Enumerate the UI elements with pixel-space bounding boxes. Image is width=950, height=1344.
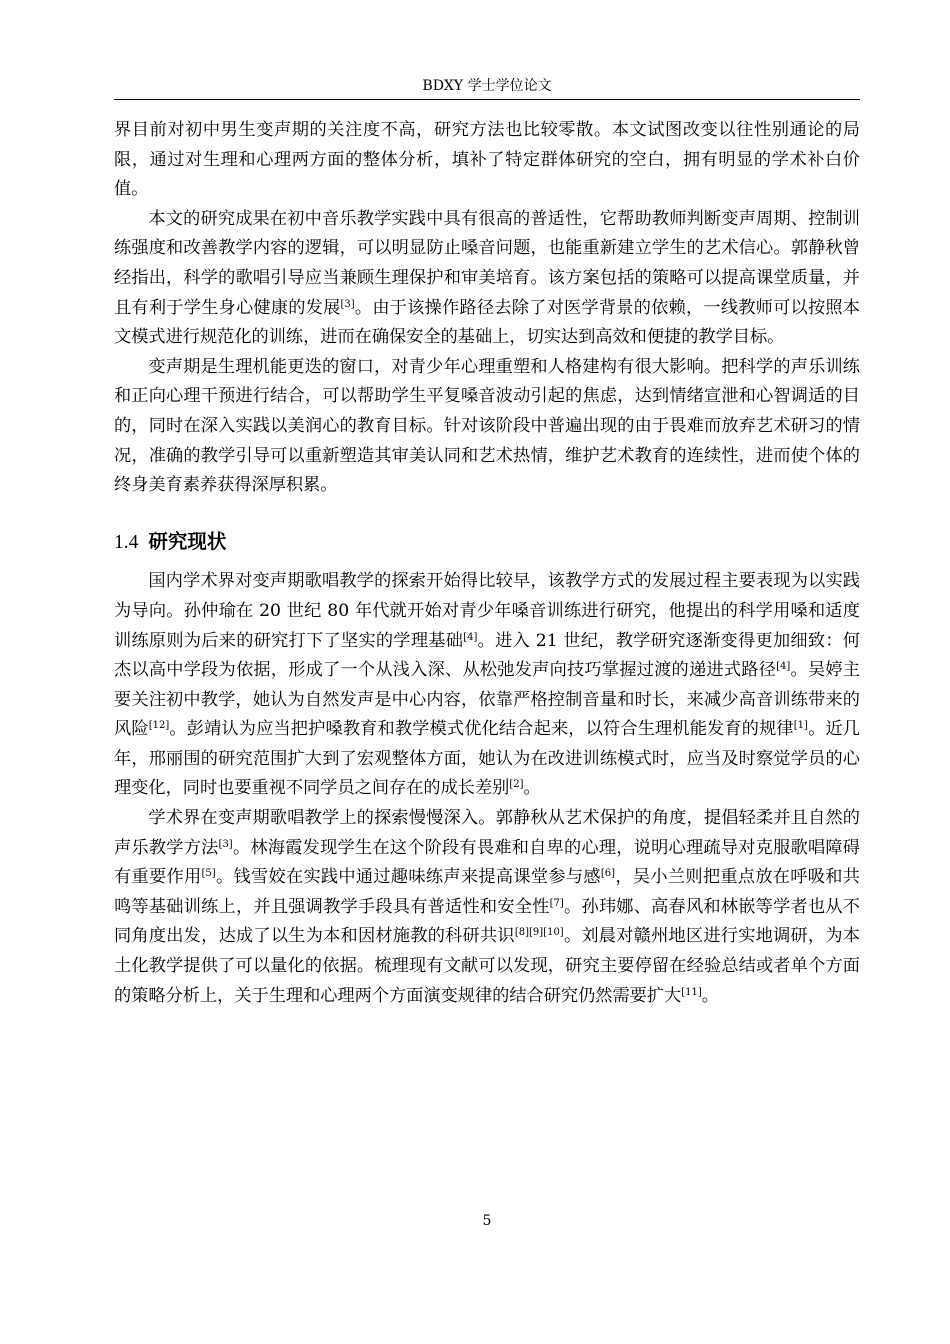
paragraph-text: 本文的研究成果在初中音乐教学实践中具有很高的普适性，它帮助教师判断变声周期、控制训练强度和改善教学内容的逻辑，可以明显防止嗓音问题，也能重新建立学生的艺术信心。郭静秋曾经指出，科学的歌唱引导应当兼顾生理保护和审美培育。该方案包括的策略可以提高课堂质量，并且有利于学生身心健康的发展	[114, 208, 860, 318]
running-header: BDXY 学士学位论文	[422, 78, 552, 94]
paragraph-text: 学术界在变声期歌唱教学上的探索慢慢深入。郭静秋从艺术保护的角度，提倡轻柔并且自然的声乐教学方法	[114, 808, 860, 858]
paragraph-text: 。近几年，邢丽围的研究范围扩大到了宏观整体方面，她认为在改进训练模式时，应当及时察觉学员的心理变化，同时也要重视不同学员之间存在的成长差别	[114, 719, 860, 799]
citation-marker: [12]	[148, 720, 170, 732]
paragraph	[114, 205, 860, 353]
header-rule	[114, 99, 860, 100]
citation-marker: [6]	[600, 868, 616, 880]
paragraph-text: 变声期是生理机能更迭的窗口，对青少年心理重塑和人格建构有很大影响。把科学的声乐训练和正向心理干预进行结合，可以帮助学生平复嗓音波动引起的焦虑，达到情绪宣泄和心智调适的目的，同时在深入实践以美润心的教育目标。针对该阶段中普遍出现的由于畏难而放弃艺术研习的情况，准确的教学引导可以重新塑造其审美认同和艺术热情，维护艺术教育的连续性，进而使个体的终身美育素养获得深厚积累。	[114, 356, 860, 496]
paragraph	[114, 353, 860, 501]
paragraphs-before	[114, 116, 860, 501]
paragraph-text: 国内学术界对变声期歌唱教学的探索开始得比较早，该教学方式的发展过程主要表现为以实践为导向。孙仲瑜在 20 世纪 80 年代就开始对青少年嗓音训练进行研究，他提出的科学用嗓和适度训练原则为后来的研究打下了坚实的学理基础	[114, 571, 860, 651]
paragraph-text: 。彭靖认为应当把护嗓教育和教学模式优化结合起来，以符合生理机能发育的规律	[169, 719, 794, 740]
citation-marker: [8][9][10]	[514, 927, 564, 939]
paragraph-text: 。刘晨对赣州地区进行实地调研，为本土化教学提供了可以量化的依据。梳理现有文献可以发现，研究主要停留在经验总结或者单个方面的策略分析上，关于生理和心理两个方面演变规律的结合研究仍然需要扩大	[114, 926, 860, 1006]
paragraph-text: 。	[523, 778, 541, 799]
citation-marker: [3]	[218, 838, 233, 850]
paragraph-text: 。林海霞发现学生在这个阶段有畏难和自卑的心理，说明心理疏导对克服歌唱障碍有重要作用	[114, 837, 860, 888]
paragraph-text: 。由于该操作路径去除了对医学背景的依赖，一线教师可以按照本文模式进行规范化的训练，进而在确保安全的基础上，切实达到高效和便捷的教学目标。	[114, 297, 860, 348]
body-text	[114, 116, 860, 1011]
paragraph-text: 。吴婷主要关注初中教学，她认为自然发声是中心内容，依靠严格控制音量和时长，来减少高音训练带来的风险	[114, 660, 860, 740]
page-number: 5	[482, 1213, 492, 1229]
citation-marker: [11]	[681, 986, 702, 998]
paragraphs-after	[114, 567, 860, 1011]
paragraph-text: 界目前对初中男生变声期的关注度不高，研究方法也比较零散。本文试图改变以往性别通论的局限，通过对生理和心理两方面的整体分析，填补了特定群体研究的空白，拥有明显的学术补白价值。	[114, 120, 860, 200]
paragraph	[114, 567, 860, 804]
paragraph	[114, 116, 860, 205]
citation-marker: [5]	[201, 868, 216, 880]
section-number: 1.4	[114, 531, 139, 553]
citation-marker: [7]	[549, 897, 564, 909]
paragraph-text: 。孙玮娜、高春风和林嵌等学者也从不同角度出发，达成了以生为本和因材施教的科研共识	[114, 896, 860, 947]
paragraph-text: 。钱雪姣在实践中通过趣味练声来提高课堂参与感	[215, 867, 601, 888]
paragraph	[114, 804, 860, 1011]
citation-marker: [4]	[463, 631, 478, 643]
paragraph-text: 。	[701, 985, 719, 1006]
paragraph-text: 。进入 21 世纪，教学研究逐渐变得更加细致：何杰以高中学段为依据，形成了一个从浅入深、从松弛发声向技巧掌握过渡的递进式路径	[114, 630, 860, 681]
citation-marker: [2]	[509, 779, 524, 791]
paragraph-text: ，吴小兰则把重点放在呼吸和共鸣等基础训练上，并且强调教学手段具有普适性和安全性	[114, 867, 860, 917]
citation-marker: [4]	[776, 661, 791, 673]
citation-marker: [1]	[793, 720, 808, 732]
section-title: 研究现状	[148, 529, 227, 553]
section-heading	[114, 527, 860, 558]
citation-marker: [3]	[340, 298, 355, 310]
